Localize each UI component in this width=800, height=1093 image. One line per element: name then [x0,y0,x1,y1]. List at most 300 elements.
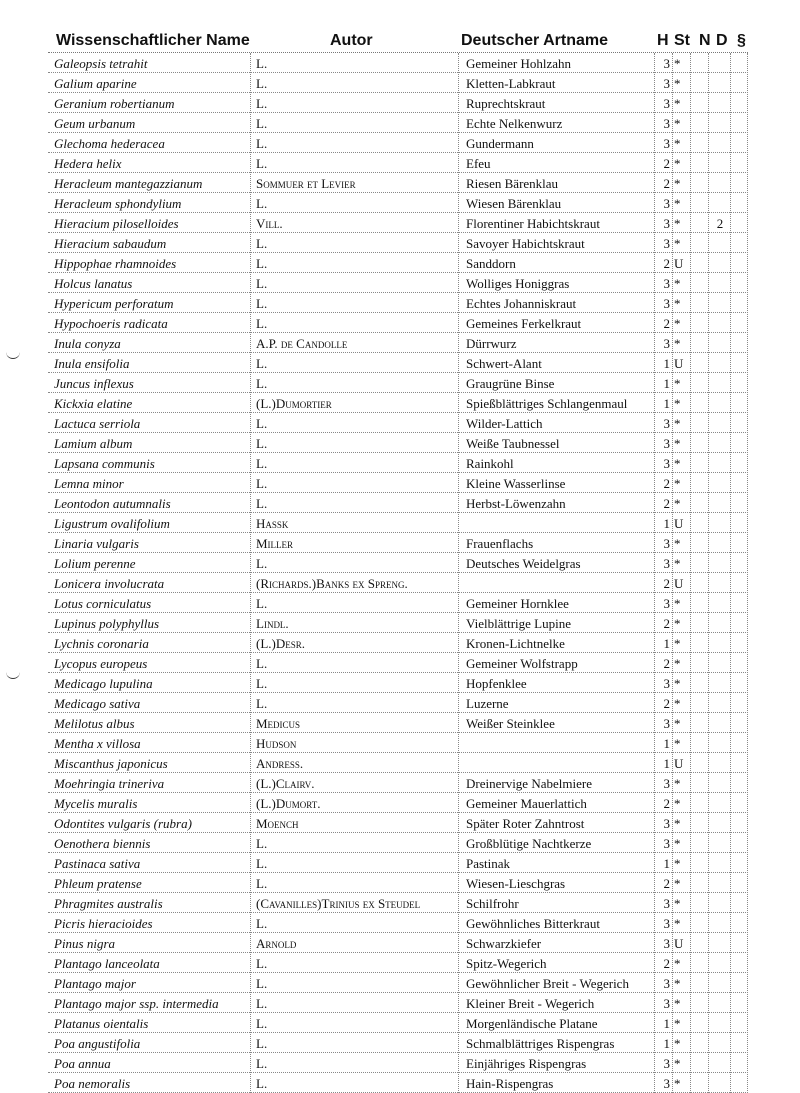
header-h: H [657,32,669,49]
scientific-name-cell: Hieracium sabaudum [54,236,167,251]
st-cell: * [674,696,681,711]
german-name-cell: Weiße Taubnessel [466,436,560,451]
table-row [48,333,748,353]
paragraph-cell [734,673,748,692]
st-cell: * [674,876,681,891]
d-cell [710,533,730,552]
h-cell: 3 [663,116,670,131]
author-cell: L. [256,876,268,891]
paragraph-cell [734,413,748,432]
st-cell: * [674,636,681,651]
german-name-cell: Florentiner Habichtskraut [466,216,600,231]
paragraph-cell [734,653,748,672]
german-name-cell: Kleine Wasserlinse [466,476,566,491]
d-cell [710,1013,730,1032]
species-table [48,52,748,1093]
h-cell: 3 [663,276,670,291]
st-cell: * [674,496,681,511]
author-cell: L. [256,1016,268,1031]
st-cell: * [674,376,681,391]
d-cell [710,633,730,652]
h-cell: 1 [663,1036,670,1051]
n-cell [692,593,706,612]
n-cell [692,973,706,992]
n-cell [692,713,706,732]
author-cell: L. [256,1076,268,1091]
h-cell: 3 [663,536,670,551]
h-cell: 2 [663,316,670,331]
paragraph-cell [734,473,748,492]
d-cell [710,193,730,212]
table-row [48,553,748,573]
paragraph-cell [734,733,748,752]
h-cell: 2 [663,176,670,191]
scientific-name-cell: Hypericum perforatum [54,296,174,311]
table-row [48,753,748,773]
table-row [48,213,748,233]
table-row [48,993,748,1013]
scientific-name-cell: Leontodon autumnalis [54,496,171,511]
german-name-cell: Savoyer Habichtskraut [466,236,585,251]
german-name-cell: Dreinervige Nabelmiere [466,776,592,791]
d-cell [710,753,730,772]
st-cell: * [674,776,681,791]
paragraph-cell [734,233,748,252]
h-cell: 3 [663,136,670,151]
h-cell: 2 [663,496,670,511]
author-cell: L. [256,996,268,1011]
author-cell: L. [256,916,268,931]
n-cell [692,953,706,972]
h-cell: 1 [663,636,670,651]
st-cell: * [674,456,681,471]
paragraph-cell [734,93,748,112]
german-name-cell: Frauenflachs [466,536,534,551]
scientific-name-cell: Oenothera biennis [54,836,151,851]
st-cell: * [674,276,681,291]
n-cell [692,693,706,712]
h-cell: 1 [663,516,670,531]
german-name-cell: Efeu [466,156,491,171]
author-cell: Moench [256,816,299,831]
d-cell [710,473,730,492]
table-row [48,253,748,273]
paragraph-cell [734,913,748,932]
scientific-name-cell: Hieracium piloselloides [54,216,179,231]
german-name-cell: Einjähriges Rispengras [466,1056,587,1071]
d-cell [710,933,730,952]
n-cell [692,53,706,72]
table-row [48,473,748,493]
paragraph-cell [734,613,748,632]
n-cell [692,433,706,452]
table-row [48,1073,748,1093]
table-row [48,853,748,873]
paragraph-cell [734,113,748,132]
table-row [48,1053,748,1073]
d-cell [710,253,730,272]
german-name-cell: Schwert-Alant [466,356,542,371]
paragraph-cell [734,273,748,292]
h-cell: 3 [663,716,670,731]
d-cell [710,833,730,852]
scientific-name-cell: Geum urbanum [54,116,136,131]
author-cell: Hassk [256,516,289,531]
author-cell: L. [256,416,268,431]
author-cell: L. [256,156,268,171]
n-cell [692,753,706,772]
header-n: N [699,32,711,49]
author-cell: L. [256,56,268,71]
scientific-name-cell: Glechoma hederacea [54,136,165,151]
paragraph-cell [734,533,748,552]
st-cell: * [674,796,681,811]
n-cell [692,873,706,892]
german-name-cell: Riesen Bärenklau [466,176,559,191]
d-cell [710,53,730,72]
scientific-name-cell: Galium aparine [54,76,137,91]
table-row [48,873,748,893]
table-row [48,53,748,73]
table-row [48,393,748,413]
paragraph-cell [734,573,748,592]
scientific-name-cell: Odontites vulgaris (rubra) [54,816,192,831]
german-name-cell: Wiesen Bärenklau [466,196,562,211]
n-cell [692,73,706,92]
h-cell: 3 [663,996,670,1011]
scientific-name-cell: Lychnis coronaria [54,636,149,651]
paragraph-cell [734,633,748,652]
st-cell: * [674,596,681,611]
author-cell: L. [256,196,268,211]
d-cell [710,493,730,512]
scientific-name-cell: Picris hieracioides [54,916,153,931]
paragraph-cell [734,1073,748,1092]
h-cell: 3 [663,676,670,691]
n-cell [692,493,706,512]
h-cell: 1 [663,856,670,871]
scientific-name-cell: Lapsana communis [54,456,155,471]
d-cell [710,653,730,672]
table-row [48,933,748,953]
n-cell [692,313,706,332]
german-name-cell: Gewöhnlicher Breit - Wegerich [466,976,629,991]
st-cell: * [674,336,681,351]
author-cell: (Richards.)Banks ex Spreng. [256,576,408,591]
table-row [48,413,748,433]
paragraph-cell [734,153,748,172]
author-cell: (L.)Desr. [256,636,305,651]
paragraph-cell [734,1013,748,1032]
paragraph-cell [734,173,748,192]
table-row [48,953,748,973]
d-cell [710,1073,730,1092]
scientific-name-cell: Heracleum sphondylium [54,196,182,211]
d-cell [710,573,730,592]
scientific-name-cell: Moehringia trineriva [54,776,165,791]
table-row [48,93,748,113]
paragraph-cell [734,293,748,312]
author-cell: L. [256,276,268,291]
scientific-name-cell: Ligustrum ovalifolium [54,516,170,531]
d-cell [710,553,730,572]
margin-mark [6,352,20,359]
scientific-name-cell: Plantago major [54,976,136,991]
scientific-name-cell: Lactuca serriola [54,416,141,431]
table-row [48,173,748,193]
table-row [48,513,748,533]
h-cell: 2 [663,696,670,711]
author-cell: Vill. [256,216,283,231]
st-cell: * [674,816,681,831]
german-name-cell: Wiesen-Lieschgras [466,876,566,891]
paragraph-cell [734,433,748,452]
st-cell: U [674,356,684,371]
author-cell: L. [256,456,268,471]
n-cell [692,793,706,812]
st-cell: * [674,76,681,91]
n-cell [692,413,706,432]
n-cell [692,853,706,872]
n-cell [692,613,706,632]
d-cell [710,513,730,532]
h-cell: 3 [663,896,670,911]
d-cell [710,773,730,792]
author-cell: L. [256,256,268,271]
h-cell: 2 [663,476,670,491]
german-name-cell: Rainkohl [466,456,514,471]
german-name-cell [466,513,662,532]
d-cell [710,153,730,172]
paragraph-cell [734,933,748,952]
german-name-cell: Luzerne [466,696,509,711]
n-cell [692,733,706,752]
h-cell: 3 [663,196,670,211]
paragraph-cell [734,713,748,732]
author-cell: Sommuer et Levier [256,176,356,191]
st-cell: U [674,516,684,531]
n-cell [692,993,706,1012]
table-row [48,1013,748,1033]
d-cell [710,293,730,312]
german-name-cell: Kleiner Breit - Wegerich [466,996,595,1011]
author-cell: L. [256,96,268,111]
n-cell [692,173,706,192]
st-cell: * [674,856,681,871]
n-cell [692,633,706,652]
table-row [48,893,748,913]
d-cell [710,433,730,452]
st-cell: * [674,236,681,251]
n-cell [692,373,706,392]
german-name-cell: Deutsches Weidelgras [466,556,581,571]
table-row [48,433,748,453]
german-name-cell: Gemeiner Hornklee [466,596,569,611]
d-cell [710,93,730,112]
n-cell [692,193,706,212]
header-st: St [674,32,690,49]
n-cell [692,533,706,552]
n-cell [692,93,706,112]
german-name-cell: Großblütige Nachtkerze [466,836,592,851]
german-name-cell: Schmalblättriges Rispengras [466,1036,615,1051]
paragraph-cell [734,553,748,572]
h-cell: 2 [663,796,670,811]
d-cell [710,1053,730,1072]
d-cell [710,993,730,1012]
h-cell: 2 [663,156,670,171]
scientific-name-cell: Mycelis muralis [54,796,138,811]
paragraph-cell [734,353,748,372]
st-cell: * [674,656,681,671]
paragraph-cell [734,493,748,512]
paragraph-cell [734,373,748,392]
st-cell: * [674,96,681,111]
d-cell [710,373,730,392]
table-row [48,193,748,213]
header-author: Autor [330,32,373,49]
table-row [48,273,748,293]
german-name-cell: Ruprechtskraut [466,96,546,111]
st-cell: * [674,956,681,971]
german-name-cell: Gemeiner Wolfstrapp [466,656,578,671]
h-cell: 2 [663,956,670,971]
author-cell: L. [256,836,268,851]
h-cell: 1 [663,736,670,751]
h-cell: 1 [663,1016,670,1031]
st-cell: * [674,436,681,451]
d-cell [710,113,730,132]
author-cell: A.P. de Candolle [256,336,348,351]
paragraph-cell [734,53,748,72]
st-cell: * [674,1016,681,1031]
st-cell: * [674,476,681,491]
n-cell [692,513,706,532]
table-row [48,73,748,93]
st-cell: * [674,916,681,931]
st-cell: * [674,616,681,631]
scientific-name-cell: Galeopsis tetrahit [54,56,148,71]
st-cell: U [674,256,684,271]
table-row [48,593,748,613]
d-cell: 2 [716,216,724,231]
german-name-cell: Spießblättriges Schlangenmaul [466,396,628,411]
german-name-cell: Wilder-Lattich [466,416,543,431]
author-cell: (Cavanilles)Trinius ex Steudel [256,896,421,911]
st-cell: * [674,1036,681,1051]
st-cell: U [674,936,684,951]
h-cell: 1 [663,376,670,391]
h-cell: 3 [663,1056,670,1071]
h-cell: 1 [663,356,670,371]
scientific-name-cell: Pinus nigra [54,936,116,951]
d-cell [710,793,730,812]
scientific-name-cell: Lonicera involucrata [54,576,165,591]
author-cell: L. [256,76,268,91]
n-cell [692,673,706,692]
german-name-cell: Pastinak [466,856,511,871]
scientific-name-cell: Melilotus albus [54,716,135,731]
paragraph-cell [734,453,748,472]
d-cell [710,133,730,152]
table-row [48,773,748,793]
scientific-name-cell: Lemna minor [54,476,124,491]
german-name-cell: Vielblättrige Lupine [466,616,571,631]
h-cell: 3 [663,96,670,111]
st-cell: * [674,556,681,571]
st-cell: * [674,976,681,991]
n-cell [692,473,706,492]
paragraph-cell [734,993,748,1012]
scientific-name-cell: Plantago lanceolata [54,956,160,971]
table-row [48,693,748,713]
scientific-name-cell: Phleum pratense [54,876,142,891]
author-cell: L. [256,376,268,391]
d-cell [710,333,730,352]
n-cell [692,913,706,932]
scientific-name-cell: Juncus inflexus [54,376,134,391]
author-cell: Medicus [256,716,301,731]
table-row [48,913,748,933]
st-cell: * [674,116,681,131]
paragraph-cell [734,393,748,412]
author-cell: L. [256,856,268,871]
n-cell [692,553,706,572]
table-row [48,813,748,833]
paragraph-cell [734,873,748,892]
scientific-name-cell: Poa annua [54,1056,111,1071]
paragraph-cell [734,973,748,992]
german-name-cell: Später Roter Zahntrost [466,816,585,831]
paragraph-cell [734,253,748,272]
paragraph-cell [734,893,748,912]
st-cell: * [674,896,681,911]
german-name-cell: Schilfrohr [466,896,519,911]
german-name-cell: Echtes Johanniskraut [466,296,577,311]
scientific-name-cell: Pastinaca sativa [54,856,141,871]
st-cell: * [674,136,681,151]
st-cell: * [674,176,681,191]
d-cell [710,853,730,872]
scientific-name-cell: Heracleum mantegazzianum [54,176,203,191]
scientific-name-cell: Holcus lanatus [54,276,133,291]
d-cell [710,233,730,252]
n-cell [692,273,706,292]
h-cell: 2 [663,576,670,591]
scientific-name-cell: Linaria vulgaris [54,536,139,551]
n-cell [692,1053,706,1072]
h-cell: 2 [663,656,670,671]
n-cell [692,653,706,672]
table-row [48,493,748,513]
table-row [48,133,748,153]
d-cell [710,73,730,92]
paragraph-cell [734,793,748,812]
author-cell: (L.)Clairv. [256,776,315,791]
german-name-cell: Gemeiner Hohlzahn [466,56,572,71]
table-row [48,673,748,693]
author-cell: Arnold [256,936,297,951]
paragraph-cell [734,133,748,152]
d-cell [710,893,730,912]
paragraph-cell [734,753,748,772]
scientific-name-cell: Hippophae rhamnoides [54,256,177,271]
h-cell: 3 [663,236,670,251]
table-row [48,313,748,333]
st-cell: * [674,316,681,331]
paragraph-cell [734,213,748,232]
table-row [48,153,748,173]
